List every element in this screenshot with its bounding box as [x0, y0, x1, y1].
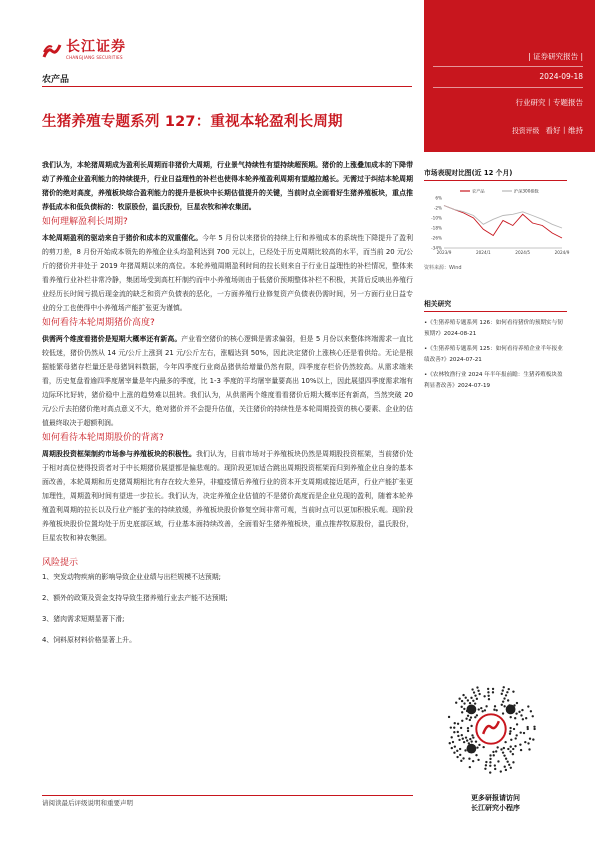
y-tick-label: 6% — [435, 195, 442, 201]
rating-label: 投资评级 — [512, 127, 540, 135]
risk-item: 3、猪肉需求短期显著下滑; — [42, 615, 125, 623]
section-lead: 周期股投资框架制约市场参与养殖板块的积极性。 — [42, 450, 197, 458]
chart-svg — [424, 186, 570, 262]
y-tick-label: -26% — [431, 235, 442, 241]
x-tick-label: 2024/1 — [475, 250, 491, 255]
chart-source: 资料来源：Wind — [424, 265, 462, 271]
y-tick-label: -2% — [433, 205, 442, 211]
section-body: 产业看空猪价的核心逻辑是需求偏弱，但是 5 月份以来整体终端需求一直比较低迷，猪价仍然从 14 元/公斤上涨到 21 元/公斤左右，涨幅达到 50%，因此决定猪价上涨核心还是看供给。无论是根据能繁母猪存栏量还是母猪饲料数据，今年四季度行业商品猪供给增量仍然有限，四季度存栏价仍然较高。从需求端来看，历史复盘看逾四季度屠宰量是年内最多的季度，比 1-3 季度的平均屠宰量要高出 10%以上，因此展望四季度需求端有边际环比好转，猪价稳中上涨的趋势难以扭转。我们认为，从供需两个维度看看猪价后期大概率还有新高，当然突破 20 元/公斤去拍猪价绝对高点意义不大，绝对猪价并不会提升估值，关注猪价的持续性是本轮周期投资的核心要素、企业的估值最终取决于超额利润。 — [42, 335, 414, 427]
section-paragraph — [42, 332, 413, 430]
x-tick-label: 2024/5 — [515, 250, 531, 255]
chart-title: 市场表现对比图(近 12 个月) — [424, 169, 513, 177]
related-link[interactable]: •《生猪养殖专题系列 125：如何看待养殖企业半年报业绩改善?》2024-07-21 — [424, 346, 563, 363]
logo-english-name: CHANGJIANG SECURITIES — [66, 55, 123, 60]
report-type: | 证券研究报告 | — [528, 52, 583, 61]
qr-caption-line: 长江研究小程序 — [471, 804, 520, 812]
company-logo — [42, 40, 126, 61]
series-line — [444, 206, 562, 239]
divider — [42, 795, 413, 796]
summary-paragraph: 我们认为，本轮猪周期成为盈利长周期而非猪价大周期，行业景气持续性有望持续超预期。猪价的上涨叠加成本的下降带动了养殖企业盈利能力的持续提升，行业日益理性的补栏也使得本轮养殖盈利周期有望越拉越长。无需过于纠结本轮周期猪价的绝对高度，养殖板块综合盈利能力的提升是板块中长期估值提升的关键，当前时点全面看好生猪养殖板块，重点推荐低成本和低负债标的：牧原股份，温氏股份，巨星农牧和神农集团。 — [42, 161, 413, 211]
y-tick-label: -18% — [431, 225, 442, 231]
section-paragraph — [42, 231, 413, 315]
series-line — [444, 206, 562, 229]
section-body: 今年 5 月份以来猪价的持续上行和养殖成本的系统性下降提升了盈利的剪刀差，8 月份开始成本领先的养殖企业头均盈利达到 700 元以上，已经处于历史周期比较高的水平，而当前 20 元/公斤的猪价并非处于 2019 年猪周期以来的高位。本轮养殖周期盈利时间的拉长则来自于行业日益理性的补栏情况，整体来看养殖行业补栏非常冷静，集团场受到高杠杆制约而中小养殖场则由于低猪价预期整体补栏不积极，其背后反映出养殖行业经历长时间亏损后现金流的缺乏和资产负债表的恶化，一方面养殖行业修复资产负债表仍需时间，另一方面行业日益专业的分工也使得中小养殖场产能扩张更为谨慎。 — [42, 234, 413, 312]
divider — [424, 311, 567, 312]
section-lead: 供需两个维度看猪价是短期大概率还有新高。 — [42, 335, 182, 343]
logo-name: 长江证券 — [66, 39, 126, 55]
divider — [42, 86, 412, 87]
disclaimer-footer: 请阅读最后评级说明和重要声明 — [42, 799, 133, 807]
section-lead: 本轮周期盈利的驱动来自于猪价和成本的双重催化。 — [42, 234, 203, 242]
market-performance-chart — [424, 186, 570, 262]
risk-item: 2、额外的政策及资金支持导致生猪养殖行业去产能不达预期; — [42, 594, 228, 602]
x-tick-label: 2023/9 — [436, 250, 452, 255]
logo-mark-icon — [42, 41, 62, 61]
section-paragraph — [42, 447, 413, 545]
y-tick-label: -10% — [431, 215, 442, 221]
qr-code-icon[interactable] — [442, 680, 540, 778]
sector-label: 农产品 — [42, 75, 70, 85]
divider — [424, 180, 567, 181]
risk-heading: 风险提示 — [42, 558, 79, 568]
divider — [433, 87, 583, 88]
y-tick-label: -34% — [431, 245, 442, 251]
chart-header — [424, 167, 567, 181]
qr-caption-line: 更多研报请访问 — [471, 794, 520, 802]
risk-item: 1、突发动物疾病的影响导致企业业绩与出栏规模不达预期; — [42, 573, 221, 581]
rating-value: 看好丨维持 — [545, 126, 583, 135]
legend-label: 农产品 — [472, 188, 485, 194]
section-heading: 如何看待本轮周期猪价高度? — [42, 318, 155, 328]
report-date: 2024-09-18 — [539, 72, 583, 81]
legend-label: 沪深300指数 — [514, 188, 539, 194]
x-tick-label: 2024/9 — [554, 250, 570, 255]
section-body: 我们认为，目前市场对于养殖板块仍然是周期股投资框架，当前猪价处于相对高位使得投资者对于中长期猪价展望都是偏悲观的。现阶段更加适合跳出周期投资框架而归到养殖企业自身的基本面改善，本轮周期和历史猪周期相比有存在较大差异，非瘟疫情后养殖行业的资本开支周期或接近尾声，行业产能扩张更加理性，周期盈利时间有望进一步拉长。我们认为，决定养殖企业估值的不是猪价高度而是企业兑现的盈利，随着本轮养殖盈利周期的拉长以及行业产能扩张的持续放缓，养殖板块股价修复空间非常可观，当前时点可以更加积极乐观。现阶段养殖板块股价位置均处于历史底部区域，行业基本面持续改善，全面看好生猪养殖板块，重点推荐牧原股份，温氏股份，巨星农牧和神农集团。 — [42, 450, 413, 542]
related-title: 相关研究 — [424, 300, 452, 308]
report-category: 行业研究丨专题报告 — [515, 98, 583, 107]
related-link[interactable]: •《农林牧渔行业 2024 年半年报前瞻：生猪养殖板块盈利显著改善》2024-07-19 — [424, 372, 563, 389]
rating-line — [512, 126, 583, 136]
risk-item: 4、饲料原材料价格显著上升。 — [42, 636, 136, 644]
related-research — [424, 298, 567, 396]
report-title: 生猪养殖专题系列 127：重视本轮盈利长周期 — [42, 114, 343, 130]
divider — [433, 66, 583, 67]
main-content — [42, 158, 413, 656]
related-link[interactable]: •《生猪养殖专题系列 126：如何看待猪价的预期实与韧预期?》2024-08-21 — [424, 320, 563, 337]
report-info-panel — [424, 0, 595, 152]
section-heading: 如何理解盈利长周期? — [42, 217, 128, 227]
qr-caption — [424, 793, 567, 813]
section-heading: 如何看待本轮周期股价的背离? — [42, 433, 164, 443]
